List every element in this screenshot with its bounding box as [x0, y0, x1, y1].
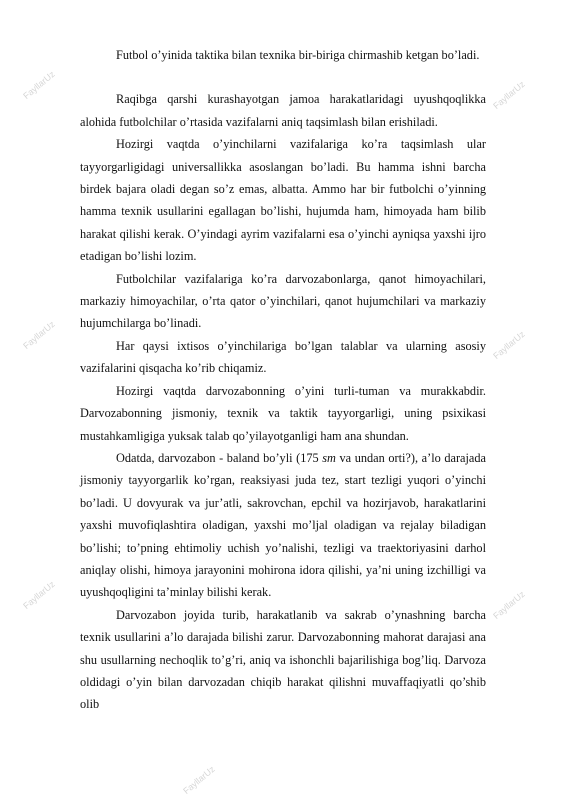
paragraph: Raqibga qarshi kurashayotgan jamoa harakatlaridagi uyushqoqlikka alohida futbolchilar o’rtasida vazifalarni aniq taqsimlash bilan erishiladi. [80, 92, 486, 129]
paragraph-text: va undan orti?), a’lo darajada jismoniy tayyorgarlik ko’rgan, reaksiyasi juda tez, start tezligi yuqori o’yinchi bo’ladi. U dovyurak va jur’atli, sakrovchan, epchil va hozirjavob, harakatlarini yaxshi muvofiqlashtira oladigan, yaxshi mo’ljal oladigan va rejalay biladigan bo’lishi; to’pning ehtimoliy uchish yo’nalishi, tezligi va traektoriyasini darhol aniqlay olishi, himoya jarayonini mohirona idora qilishi, ya’ni uning izchilligi va uyushqoqligini ta’minlay bilishi kerak. [80, 450, 486, 600]
paragraph: Hozirgi vaqtda o’yinchilarni vazifalariga ko’ra taqsimlash ular tayyorgarligidagi universallikka asoslangan bo’ladi. Bu hamma ishni barcha birdek bajara oladi degan so’z emas, albatta. Ammo har bir futbolchi o’yinning hamma texnik usullarini egallagan bo’lishi, hujumda ham, himoyada ham bilib harakat qilishi kerak. O’yindagi ayrim vazifalarni esa o’yinchi ayniqsa yaxshi ijro etadigan bo’lishi lozim. [80, 137, 486, 264]
unit-text: sm [322, 450, 336, 465]
document-page [80, 44, 486, 716]
paragraph [80, 447, 486, 604]
paragraph: Futbolchilar vazifalariga ko’ra darvozabonlarga, qanot himoyachilari, markaziy himoyachilar, o’rta qator o’yinchilari, qanot hujumchilari va markaziy hujumchilarga bo’linadi. [80, 271, 486, 331]
watermark: FayllarUz [181, 763, 217, 797]
watermark: FayllarUz [491, 78, 527, 112]
watermark: FayllarUz [21, 318, 57, 352]
watermark: FayllarUz [491, 328, 527, 362]
watermark: FayllarUz [21, 68, 57, 102]
paragraph-text: Odatda, darvozabon - baland bo’yli (175 [116, 450, 323, 465]
watermark: FayllarUz [21, 578, 57, 612]
paragraph: Futbol o’yinida taktika bilan texnika bir-biriga chirmashib ketgan bo’ladi. [116, 48, 480, 62]
paragraph: Darvozabon joyida turib, harakatlanib va sakrab o’ynashning barcha texnik usullarini a’lo darajada bilishi zarur. Darvozabonning mahorat darajasi ana shu usullarning nechoqlik to’g’ri, aniq va ishonchli bajarilishiga bog’liq. Darvoza oldidagi o’yin bilan darvozadan chiqib harakat qilishni muvaffaqiyatli qo’shib olib [80, 607, 486, 712]
watermark: FayllarUz [491, 588, 527, 622]
paragraph: Hozirgi vaqtda darvozabonning o’yini turli-tuman va murakkabdir. Darvozabonning jismoniy, texnik va taktik tayyorgarligi, uning psixikasi mustahkamligiga yuksak talab qo’yilayotganligi ham ana shundan. [80, 383, 486, 443]
paragraph: Har qaysi ixtisos o’yinchilariga bo’lgan talablar va ularning asosiy vazifalarini qisqacha ko’rib chiqamiz. [80, 338, 486, 376]
